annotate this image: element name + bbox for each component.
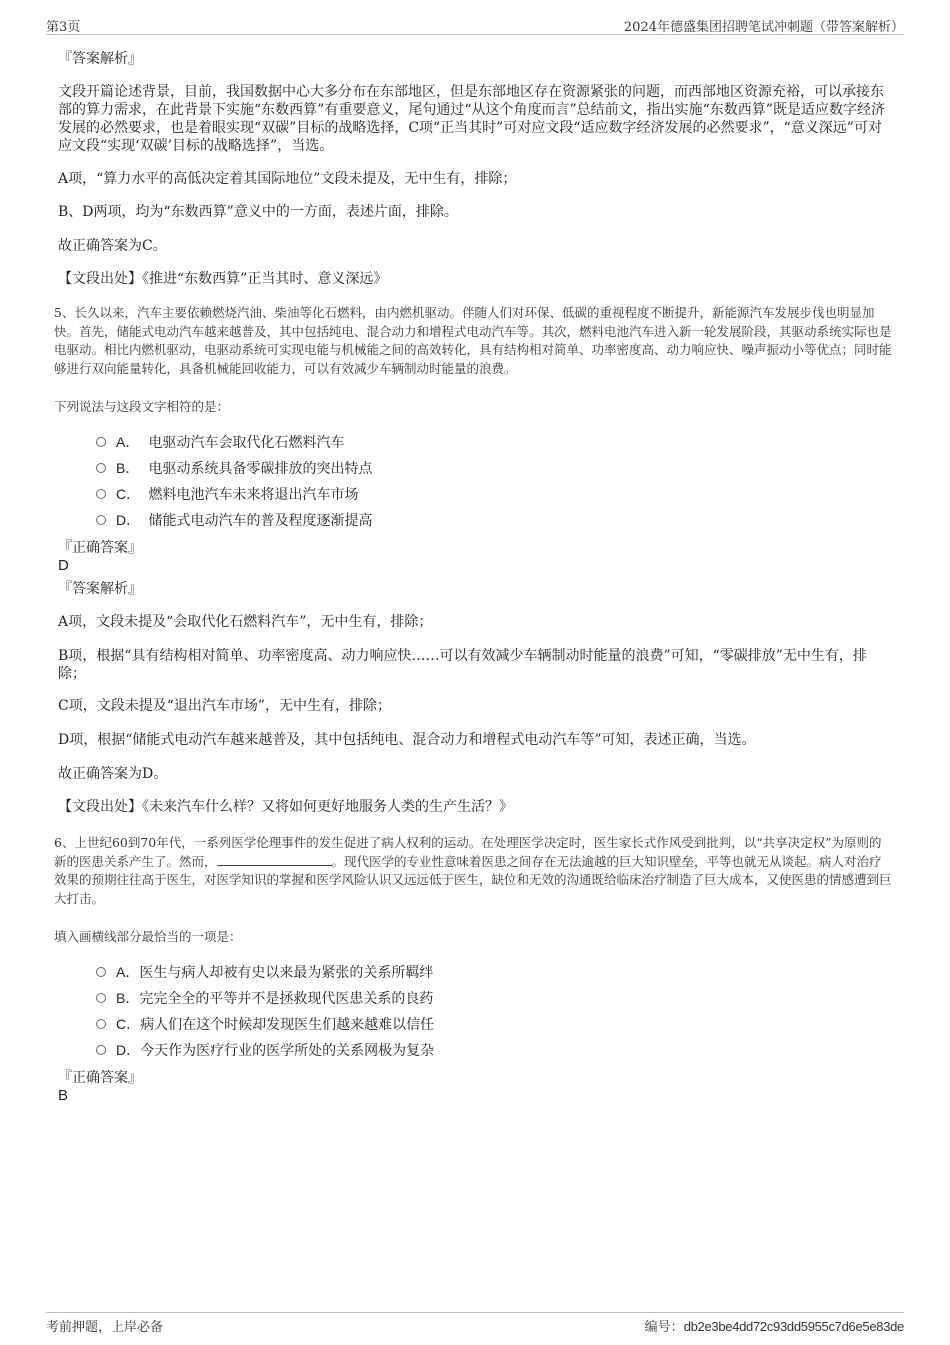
radio-icon[interactable] <box>96 1019 106 1029</box>
option-d[interactable]: D．今天作为医疗行业的医学所处的关系网极为复杂 <box>96 1041 434 1060</box>
analysis-item-a: A项，文段未提及“会取代化石燃料汽车”，无中生有，排除； <box>58 614 433 630</box>
question-5-passage: 5、长久以来，汽车主要依赖燃烧汽油、柴油等化石燃料，由内燃机驱动。伴随人们对环保、低碳的重视程度不断提升，新能源汽车发展步伐也明显加快。首先，储能式电动汽车越来越普及，其中包括纯电、混合动力和增程式电动汽车等。其次，燃料电池汽车进入新一轮发展阶段，其驱动系统实际也是电驱动。相比内燃机驱动，电驱动系统可实现电能与机械能之间的高效转化，具有结构相对简单、功率密度高、动力响应快、噪声振动小等优点；同时能够进行双向能量转化，具备机械能回收能力，可以有效减少车辆制动时能量的浪费。 <box>54 305 892 376</box>
radio-icon[interactable] <box>96 993 106 1003</box>
radio-icon[interactable] <box>96 1045 106 1055</box>
option-c[interactable]: C． 燃料电池汽车未来将退出汽车市场 <box>96 485 358 504</box>
analysis-label: 『答案解析』 <box>58 581 142 597</box>
radio-icon[interactable] <box>96 515 106 525</box>
radio-icon[interactable] <box>96 967 106 977</box>
analysis-item-d: D项，根据“储能式电动汽车越来越普及，其中包括纯电、混合动力和增程式电动汽车等”可知，表述正确，当选。 <box>58 732 756 748</box>
analysis-item-b: B项，根据“具有结构相对简单、功率密度高、动力响应快……可以有效减少车辆制动时能量的浪费”可知，“零碳排放”无中生有，排除； <box>58 648 867 682</box>
analysis-item-c: C项，文段未提及“退出汽车市场”，无中生有，排除； <box>58 698 392 714</box>
analysis-item-bd: B、D两项，均为“东数西算”意义中的一方面，表述片面，排除。 <box>58 204 458 220</box>
question-5-prompt: 下列说法与这段文字相符的是： <box>54 399 230 414</box>
option-a[interactable]: A． 电驱动汽车会取代化石燃料汽车 <box>96 433 344 452</box>
option-c[interactable]: C．病人们在这个时候却发现医生们越来越难以信任 <box>96 1015 434 1034</box>
page-header <box>46 14 904 35</box>
analysis-paragraph: 文段开篇论述背景，目前，我国数据中心大多分布在东部地区，但是东部地区存在资源紧张的问题，而西部地区资源充裕，可以承接东部的算力需求，在此背景下实施“东数西算”有重要意义，尾句通过“从这个角度而言”总结前文，指出实施“东数西算”既是适应数字经济发展的必然要求，也是着眼实现“双碳”目标的战略选择，C项“正当其时”可对应文段“适应数字经济发展的必然要求”，“意义深远”可对应文段“实现‘双碳’目标的战略选择”，当选。 <box>58 84 885 154</box>
conclusion-text: 故正确答案为C。 <box>58 238 167 254</box>
analysis-label: 『答案解析』 <box>58 51 142 67</box>
radio-icon[interactable] <box>96 437 106 447</box>
radio-icon[interactable] <box>96 463 106 473</box>
option-b[interactable]: B． 电驱动系统具备零碳排放的突出特点 <box>96 459 372 478</box>
source-text: 【文段出处】《未来汽车什么样？又将如何更好地服务人类的生产生活？》 <box>58 799 513 815</box>
document-code: 编号：db2e3be4dd72c93dd5955c7d6e5e83de <box>644 1319 904 1335</box>
option-d[interactable]: D． 储能式电动汽车的普及程度逐渐提高 <box>96 511 372 530</box>
page-footer <box>46 1312 904 1337</box>
correct-answer-value: D <box>58 557 69 574</box>
conclusion-text: 故正确答案为D。 <box>58 766 168 782</box>
page-number: 第3页 <box>46 20 81 35</box>
correct-answer-label: 『正确答案』 <box>58 540 142 556</box>
option-b[interactable]: B．完完全全的平等并不是拯救现代医患关系的良药 <box>96 989 433 1008</box>
source-text: 【文段出处】《推进“东数西算”正当其时、意义深远》 <box>58 271 388 287</box>
option-a[interactable]: A．医生与病人却被有史以来最为紧张的关系所羁绊 <box>96 963 433 982</box>
question-6-prompt: 填入画横线部分最恰当的一项是： <box>54 929 242 944</box>
radio-icon[interactable] <box>96 489 106 499</box>
correct-answer-label: 『正确答案』 <box>58 1070 142 1086</box>
document-title: 2024年德盛集团招聘笔试冲刺题（带答案解析） <box>623 20 904 35</box>
question-6-passage: 6、上世纪60到70年代，一系列医学伦理事件的发生促进了病人权利的运动。在处理医学决定时，医生家长式作风受到批判，以“共享决定权”为原则的新的医患关系产生了。然而， 。现代医学的专业性意味着医患之间存在无法逾越的巨大知识壁垒，平等也就无从谈起。病人对治疗效果的预期往往高于医生，对医学知识的掌握和医学风险认识又远远低于医生，缺位和无效的沟通既给临床治疗制造了巨大成本，又使医患的情感遭到巨大打击。 <box>54 835 892 906</box>
correct-answer-value: B <box>58 1087 69 1104</box>
footer-slogan: 考前押题，上岸必备 <box>46 1320 164 1335</box>
fill-blank <box>217 853 332 866</box>
analysis-item-a: A项，“算力水平的高低决定着其国际地位”文段未提及，无中生有，排除； <box>58 171 517 187</box>
